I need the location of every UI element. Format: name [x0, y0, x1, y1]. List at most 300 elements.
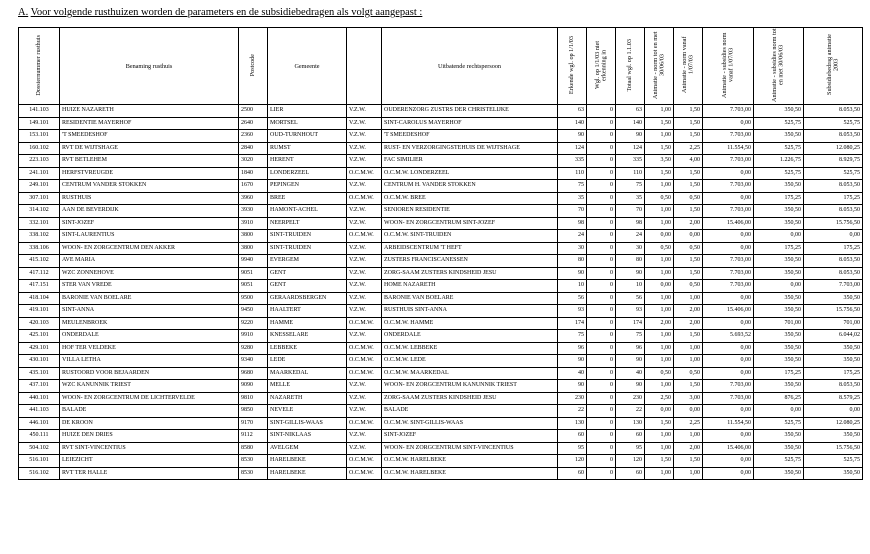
cell-norm_oud: 1,00	[645, 467, 674, 480]
cell-norm_oud: 1,00	[645, 130, 674, 143]
cell-dossiernummer: 160.102	[19, 142, 60, 155]
cell-postcode: 3800	[239, 230, 268, 243]
cell-gemeente: SINT-TRUIDEN	[268, 230, 347, 243]
cell-subsidiebedrag: 15.756,50	[804, 305, 863, 318]
cell-subs_vanaf: 15.406,00	[703, 217, 754, 230]
cell-postcode: 3800	[239, 242, 268, 255]
cell-gemeente: LONDERZEEL	[268, 167, 347, 180]
cell-norm_oud: 3,50	[645, 155, 674, 168]
cell-postcode: 9090	[239, 380, 268, 393]
cell-rechtsvorm: O.C.M.W.	[347, 342, 382, 355]
column-header-wgl_niet	[587, 28, 616, 105]
cell-rechtspersoon: O.C.M.W. LONDERZEEL	[382, 167, 558, 180]
cell-norm_nieuw: 1,50	[674, 267, 703, 280]
cell-subs_tem: 525,75	[754, 142, 804, 155]
cell-gemeente: GERAARDSBERGEN	[268, 292, 347, 305]
cell-erkende: 140	[558, 117, 587, 130]
cell-benaming: MEULENBROEK	[60, 317, 239, 330]
cell-wgl_niet: 0	[587, 292, 616, 305]
cell-norm_oud: 1,00	[645, 430, 674, 443]
cell-subs_vanaf: 0,00	[703, 242, 754, 255]
cell-dossiernummer: 415.102	[19, 255, 60, 268]
cell-rechtsvorm: V.Z.W.	[347, 130, 382, 143]
cell-dossiernummer: 430.101	[19, 355, 60, 368]
cell-postcode: 9940	[239, 255, 268, 268]
cell-rechtspersoon: O.C.M.W. SINT-GILLIS-WAAS	[382, 417, 558, 430]
table-row	[19, 230, 863, 243]
cell-rechtspersoon: SINT-JOZEF	[382, 430, 558, 443]
cell-wgl_niet: 0	[587, 455, 616, 468]
cell-wgl_niet: 0	[587, 417, 616, 430]
cell-wgl_niet: 0	[587, 155, 616, 168]
cell-benaming: WOON- EN ZORGCENTRUM DE LICHTERVELDE	[60, 392, 239, 405]
column-header-erkende	[558, 28, 587, 105]
table-row	[19, 292, 863, 305]
cell-benaming: WZC KANUNNIK TRIEST	[60, 380, 239, 393]
cell-benaming: RVT TER HALLE	[60, 467, 239, 480]
column-header-gemeente	[268, 28, 347, 105]
rusthuizen-table	[18, 27, 863, 480]
table-row	[19, 117, 863, 130]
table-row	[19, 305, 863, 318]
table-row	[19, 442, 863, 455]
cell-norm_nieuw: 1,50	[674, 117, 703, 130]
cell-norm_oud: 2,50	[645, 392, 674, 405]
cell-dossiernummer: 425.101	[19, 330, 60, 343]
cell-wgl_niet: 0	[587, 342, 616, 355]
column-header-label: Animatie - subsidies norm vanaf 1/07/03	[720, 32, 734, 98]
cell-rechtspersoon: WOON- EN ZORGCENTRUM SINT-VINCENTIUS	[382, 442, 558, 455]
cell-subsidiebedrag: 8.929,75	[804, 155, 863, 168]
cell-totaal: 30	[616, 242, 645, 255]
cell-norm_nieuw: 0,50	[674, 192, 703, 205]
cell-subsidiebedrag: 8.053,50	[804, 105, 863, 118]
cell-norm_oud: 0,00	[645, 405, 674, 418]
cell-totaal: 110	[616, 167, 645, 180]
cell-subsidiebedrag: 350,50	[804, 342, 863, 355]
cell-rechtsvorm: O.C.M.W.	[347, 317, 382, 330]
cell-dossiernummer: 435.101	[19, 367, 60, 380]
cell-gemeente: KNESSELARE	[268, 330, 347, 343]
cell-postcode: 9051	[239, 280, 268, 293]
cell-subs_vanaf: 0,00	[703, 292, 754, 305]
cell-subsidiebedrag: 12.080,25	[804, 417, 863, 430]
cell-erkende: 90	[558, 355, 587, 368]
cell-norm_nieuw: 0,50	[674, 367, 703, 380]
cell-gemeente: NEVELE	[268, 405, 347, 418]
cell-subsidiebedrag: 175,25	[804, 242, 863, 255]
cell-erkende: 90	[558, 267, 587, 280]
cell-benaming: WOON- EN ZORGCENTRUM DEN AKKER	[60, 242, 239, 255]
cell-benaming: LEIEZICHT	[60, 455, 239, 468]
cell-postcode: 3960	[239, 192, 268, 205]
cell-subsidiebedrag: 15.756,50	[804, 442, 863, 455]
cell-subsidiebedrag: 525,75	[804, 167, 863, 180]
cell-rechtspersoon: 'T SMEEDESHOF	[382, 130, 558, 143]
cell-rechtsvorm: V.Z.W.	[347, 380, 382, 393]
cell-norm_oud: 1,50	[645, 142, 674, 155]
cell-dossiernummer: 149.101	[19, 117, 60, 130]
cell-benaming: HOF TER VELDEKE	[60, 342, 239, 355]
cell-wgl_niet: 0	[587, 305, 616, 318]
cell-rechtsvorm: V.Z.W.	[347, 330, 382, 343]
cell-dossiernummer: 516.101	[19, 455, 60, 468]
cell-norm_nieuw: 1,50	[674, 180, 703, 193]
cell-subs_vanaf: 0,00	[703, 117, 754, 130]
table-row	[19, 355, 863, 368]
cell-norm_nieuw: 0,00	[674, 405, 703, 418]
cell-subsidiebedrag: 7.703,00	[804, 280, 863, 293]
cell-benaming: RUSTHUIS	[60, 192, 239, 205]
cell-gemeente: LIER	[268, 105, 347, 118]
cell-benaming: HUIZE DEN DRIES	[60, 430, 239, 443]
cell-totaal: 90	[616, 380, 645, 393]
table-row	[19, 105, 863, 118]
cell-postcode: 2360	[239, 130, 268, 143]
cell-norm_oud: 2,00	[645, 317, 674, 330]
cell-rechtsvorm: O.C.M.W.	[347, 367, 382, 380]
cell-erkende: 120	[558, 455, 587, 468]
column-header-benaming	[60, 28, 239, 105]
column-header-label: Dossiernummer rusthuis	[34, 34, 42, 96]
cell-subsidiebedrag: 8.579,25	[804, 392, 863, 405]
cell-postcode: 3020	[239, 155, 268, 168]
cell-rechtspersoon: O.C.M.W. MAARKEDAL	[382, 367, 558, 380]
cell-totaal: 10	[616, 280, 645, 293]
cell-totaal: 63	[616, 105, 645, 118]
cell-norm_oud: 1,00	[645, 305, 674, 318]
cell-rechtsvorm: O.C.M.W.	[347, 467, 382, 480]
cell-dossiernummer: 504.102	[19, 442, 60, 455]
cell-erkende: 63	[558, 105, 587, 118]
cell-gemeente: RUMST	[268, 142, 347, 155]
cell-gemeente: PEPINGEN	[268, 180, 347, 193]
cell-norm_oud: 1,00	[645, 105, 674, 118]
cell-postcode: 9680	[239, 367, 268, 380]
cell-wgl_niet: 0	[587, 142, 616, 155]
column-header-rechtspersoon	[382, 28, 558, 105]
column-header-norm_nieuw	[674, 28, 703, 105]
column-header-label: Postcode	[248, 53, 256, 77]
cell-benaming: DE KROON	[60, 417, 239, 430]
cell-norm_nieuw: 2,00	[674, 317, 703, 330]
table-row	[19, 180, 863, 193]
cell-dossiernummer: 516.102	[19, 467, 60, 480]
cell-benaming: VILLA LETHA	[60, 355, 239, 368]
cell-gemeente: MELLE	[268, 380, 347, 393]
table-row	[19, 280, 863, 293]
cell-subs_tem: 350,50	[754, 205, 804, 218]
heading-text: Voor volgende rusthuizen worden de parameters en de subsidiebedragen als volgt aangepast :	[30, 7, 423, 18]
cell-benaming: BALADE	[60, 405, 239, 418]
cell-norm_oud: 1,00	[645, 267, 674, 280]
cell-norm_nieuw: 1,50	[674, 105, 703, 118]
cell-norm_nieuw: 3,00	[674, 392, 703, 405]
cell-subs_vanaf: 0,00	[703, 192, 754, 205]
cell-gemeente: MAARKEDAL	[268, 367, 347, 380]
cell-totaal: 96	[616, 342, 645, 355]
cell-wgl_niet: 0	[587, 467, 616, 480]
table-body	[19, 105, 863, 480]
cell-gemeente: LEBBEKE	[268, 342, 347, 355]
cell-postcode: 9220	[239, 317, 268, 330]
cell-norm_oud: 1,00	[645, 330, 674, 343]
cell-subs_tem: 350,50	[754, 217, 804, 230]
cell-norm_oud: 1,50	[645, 167, 674, 180]
cell-totaal: 335	[616, 155, 645, 168]
cell-wgl_niet: 0	[587, 392, 616, 405]
cell-erkende: 124	[558, 142, 587, 155]
cell-subs_tem: 876,25	[754, 392, 804, 405]
cell-subs_tem: 525,75	[754, 167, 804, 180]
cell-wgl_niet: 0	[587, 255, 616, 268]
table-header	[19, 28, 863, 105]
cell-gemeente: GENT	[268, 280, 347, 293]
cell-dossiernummer: 419.101	[19, 305, 60, 318]
cell-subsidiebedrag: 350,50	[804, 467, 863, 480]
cell-rechtspersoon: O.C.M.W. HARELBEKE	[382, 455, 558, 468]
cell-wgl_niet: 0	[587, 317, 616, 330]
cell-wgl_niet: 0	[587, 105, 616, 118]
cell-postcode: 3910	[239, 217, 268, 230]
cell-rechtspersoon: CENTRUM H. VANDER STOKKEN	[382, 180, 558, 193]
cell-wgl_niet: 0	[587, 167, 616, 180]
cell-postcode: 1840	[239, 167, 268, 180]
cell-subs_vanaf: 0,00	[703, 230, 754, 243]
cell-erkende: 75	[558, 330, 587, 343]
cell-norm_nieuw: 1,00	[674, 342, 703, 355]
cell-subsidiebedrag: 8.053,50	[804, 380, 863, 393]
cell-benaming: RUSTOORD VOOR BEJAARDEN	[60, 367, 239, 380]
cell-postcode: 9500	[239, 292, 268, 305]
cell-rechtspersoon: O.C.M.W. LEDE	[382, 355, 558, 368]
cell-subs_tem: 350,50	[754, 467, 804, 480]
cell-rechtspersoon: BALADE	[382, 405, 558, 418]
cell-dossiernummer: 441.103	[19, 405, 60, 418]
column-header-label: Wgl. op 1/1/03 niet erkenning in	[593, 40, 607, 90]
cell-benaming: WZC ZONNEHOVE	[60, 267, 239, 280]
cell-rechtspersoon: FAC SIMILIER	[382, 155, 558, 168]
table-row	[19, 142, 863, 155]
cell-benaming: HUIZE NAZARETH	[60, 105, 239, 118]
cell-erkende: 35	[558, 192, 587, 205]
cell-subs_tem: 350,50	[754, 380, 804, 393]
cell-rechtsvorm: V.Z.W.	[347, 430, 382, 443]
cell-totaal: 75	[616, 180, 645, 193]
cell-subsidiebedrag: 12.080,25	[804, 142, 863, 155]
cell-totaal: 22	[616, 405, 645, 418]
cell-subs_tem: 350,50	[754, 255, 804, 268]
cell-dossiernummer: 241.101	[19, 167, 60, 180]
column-header-norm_oud	[645, 28, 674, 105]
cell-erkende: 24	[558, 230, 587, 243]
cell-norm_nieuw: 1,00	[674, 467, 703, 480]
cell-subsidiebedrag: 8.053,50	[804, 267, 863, 280]
cell-postcode: 9112	[239, 430, 268, 443]
table-row	[19, 267, 863, 280]
cell-totaal: 124	[616, 142, 645, 155]
cell-rechtspersoon: BARONIE VAN BOELARE	[382, 292, 558, 305]
table-row	[19, 130, 863, 143]
cell-dossiernummer: 429.101	[19, 342, 60, 355]
cell-dossiernummer: 332.101	[19, 217, 60, 230]
cell-rechtsvorm: O.C.M.W.	[347, 455, 382, 468]
cell-subsidiebedrag: 350,50	[804, 355, 863, 368]
cell-dossiernummer: 417.151	[19, 280, 60, 293]
table-row	[19, 380, 863, 393]
cell-wgl_niet: 0	[587, 442, 616, 455]
cell-subsidiebedrag: 8.053,50	[804, 180, 863, 193]
cell-rechtsvorm: O.C.M.W.	[347, 167, 382, 180]
cell-subs_vanaf: 0,00	[703, 455, 754, 468]
cell-norm_oud: 1,00	[645, 217, 674, 230]
cell-subs_tem: 701,00	[754, 317, 804, 330]
cell-rechtspersoon: ZORG-SAAM ZUSTERS KINDSHEID JESU	[382, 267, 558, 280]
cell-wgl_niet: 0	[587, 267, 616, 280]
cell-dossiernummer: 440.101	[19, 392, 60, 405]
cell-benaming: STER VAN VREDE	[60, 280, 239, 293]
cell-totaal: 60	[616, 467, 645, 480]
cell-wgl_niet: 0	[587, 330, 616, 343]
cell-subs_tem: 0,00	[754, 280, 804, 293]
cell-rechtspersoon: O.C.M.W. BREE	[382, 192, 558, 205]
cell-subs_vanaf: 0,00	[703, 317, 754, 330]
cell-rechtsvorm: V.Z.W.	[347, 242, 382, 255]
cell-rechtsvorm: V.Z.W.	[347, 155, 382, 168]
cell-norm_oud: 1,00	[645, 442, 674, 455]
cell-subs_tem: 350,50	[754, 305, 804, 318]
table-row	[19, 192, 863, 205]
cell-wgl_niet: 0	[587, 180, 616, 193]
cell-totaal: 24	[616, 230, 645, 243]
cell-rechtspersoon: ZORG-SAAM ZUSTERS KINDSHEID JESU	[382, 392, 558, 405]
cell-postcode: 2500	[239, 105, 268, 118]
cell-subs_vanaf: 7.703,00	[703, 205, 754, 218]
column-header-subs_tem	[754, 28, 804, 105]
column-header-label: Gemeente	[294, 62, 320, 70]
cell-subs_vanaf: 0,00	[703, 405, 754, 418]
cell-gemeente: SINT-NIKLAAS	[268, 430, 347, 443]
cell-erkende: 95	[558, 442, 587, 455]
column-header-subs_vanaf	[703, 28, 754, 105]
cell-subsidiebedrag: 525,75	[804, 117, 863, 130]
cell-benaming: SINT-JOZEF	[60, 217, 239, 230]
cell-erkende: 22	[558, 405, 587, 418]
cell-norm_nieuw: 1,50	[674, 380, 703, 393]
column-header-label: Erkende wgl. op 1/1/03	[567, 35, 575, 95]
cell-gemeente: NAZARETH	[268, 392, 347, 405]
cell-subsidiebedrag: 525,75	[804, 455, 863, 468]
cell-dossiernummer: 338.102	[19, 230, 60, 243]
cell-postcode: 9170	[239, 417, 268, 430]
cell-erkende: 110	[558, 167, 587, 180]
cell-postcode: 2840	[239, 142, 268, 155]
cell-wgl_niet: 0	[587, 130, 616, 143]
cell-norm_oud: 1,00	[645, 205, 674, 218]
cell-norm_oud: 1,00	[645, 255, 674, 268]
cell-rechtsvorm: V.Z.W.	[347, 142, 382, 155]
cell-wgl_niet: 0	[587, 242, 616, 255]
cell-benaming: HERFSTVREUGDE	[60, 167, 239, 180]
cell-subsidiebedrag: 350,50	[804, 430, 863, 443]
cell-subs_vanaf: 7.703,00	[703, 392, 754, 405]
cell-rechtsvorm: V.Z.W.	[347, 392, 382, 405]
cell-norm_oud: 1,00	[645, 380, 674, 393]
cell-dossiernummer: 418.104	[19, 292, 60, 305]
cell-subs_tem: 0,00	[754, 405, 804, 418]
table-row	[19, 430, 863, 443]
cell-subs_vanaf: 0,00	[703, 355, 754, 368]
cell-subsidiebedrag: 175,25	[804, 367, 863, 380]
cell-dossiernummer: 420.103	[19, 317, 60, 330]
cell-postcode: 8530	[239, 455, 268, 468]
cell-rechtspersoon: RUSTHUIS SINT-ANNA	[382, 305, 558, 318]
cell-postcode: 3930	[239, 205, 268, 218]
cell-subsidiebedrag: 701,00	[804, 317, 863, 330]
cell-erkende: 80	[558, 255, 587, 268]
cell-rechtspersoon: SINT-CAROLUS MAYERHOF	[382, 117, 558, 130]
cell-wgl_niet: 0	[587, 280, 616, 293]
cell-subsidiebedrag: 0,00	[804, 230, 863, 243]
cell-dossiernummer: 417.112	[19, 267, 60, 280]
cell-wgl_niet: 0	[587, 192, 616, 205]
cell-rechtsvorm: V.Z.W.	[347, 292, 382, 305]
cell-wgl_niet: 0	[587, 230, 616, 243]
cell-norm_nieuw: 2,25	[674, 142, 703, 155]
cell-gemeente: MORTSEL	[268, 117, 347, 130]
cell-rechtsvorm: V.Z.W.	[347, 255, 382, 268]
cell-benaming: ONDERDALE	[60, 330, 239, 343]
cell-norm_nieuw: 1,50	[674, 255, 703, 268]
cell-norm_nieuw: 1,50	[674, 167, 703, 180]
cell-wgl_niet: 0	[587, 205, 616, 218]
cell-erkende: 40	[558, 367, 587, 380]
cell-norm_nieuw: 2,00	[674, 217, 703, 230]
cell-rechtsvorm: V.Z.W.	[347, 105, 382, 118]
cell-wgl_niet: 0	[587, 405, 616, 418]
cell-erkende: 60	[558, 430, 587, 443]
cell-rechtsvorm: V.Z.W.	[347, 280, 382, 293]
cell-rechtspersoon: O.C.M.W. HARELBEKE	[382, 467, 558, 480]
table-row	[19, 255, 863, 268]
cell-dossiernummer: 314.102	[19, 205, 60, 218]
cell-totaal: 98	[616, 217, 645, 230]
cell-benaming: RVT DE WIJTSHAGE	[60, 142, 239, 155]
cell-dossiernummer: 141.103	[19, 105, 60, 118]
cell-subs_vanaf: 7.703,00	[703, 130, 754, 143]
column-header-rechtsvorm	[347, 28, 382, 105]
cell-postcode: 9450	[239, 305, 268, 318]
cell-norm_oud: 1,00	[645, 180, 674, 193]
cell-gemeente: HAMME	[268, 317, 347, 330]
cell-wgl_niet: 0	[587, 117, 616, 130]
cell-totaal: 174	[616, 317, 645, 330]
cell-totaal: 140	[616, 117, 645, 130]
cell-subsidiebedrag: 8.053,50	[804, 205, 863, 218]
cell-norm_oud: 1,00	[645, 342, 674, 355]
cell-erkende: 96	[558, 342, 587, 355]
cell-rechtspersoon: SENIOREN RESIDENTIE	[382, 205, 558, 218]
cell-subs_tem: 175,25	[754, 242, 804, 255]
cell-benaming: RVT SINT-VINCENTIUS	[60, 442, 239, 455]
cell-subs_vanaf: 15.406,00	[703, 305, 754, 318]
cell-postcode: 9910	[239, 330, 268, 343]
table-row	[19, 155, 863, 168]
table-row	[19, 392, 863, 405]
cell-dossiernummer: 307.101	[19, 192, 60, 205]
cell-subs_tem: 1.226,75	[754, 155, 804, 168]
cell-erkende: 60	[558, 467, 587, 480]
